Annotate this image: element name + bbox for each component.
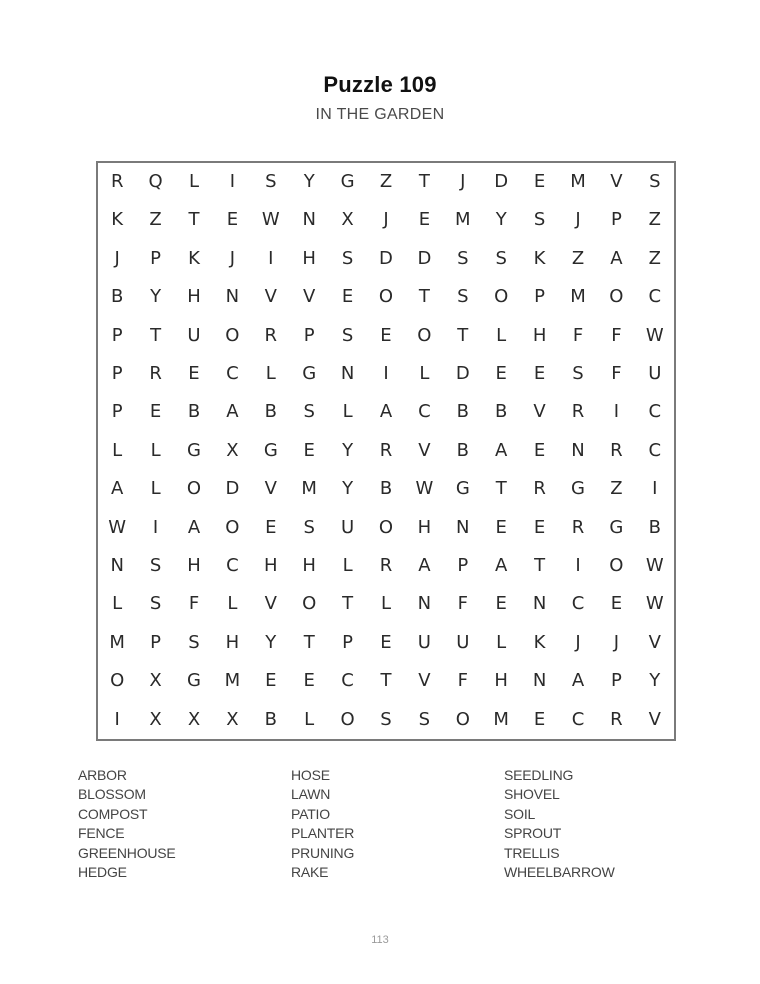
grid-cell[interactable]: B [456, 439, 469, 461]
grid-cell[interactable]: Z [571, 247, 585, 269]
grid-cell[interactable]: C [648, 286, 662, 308]
grid-cell[interactable]: L [496, 324, 507, 346]
grid-cell[interactable]: G [609, 516, 624, 538]
grid-cell[interactable]: Z [648, 209, 661, 231]
puzzle-subtitle: IN THE GARDEN [315, 106, 445, 123]
grid-cell[interactable]: S [188, 631, 200, 653]
grid-cell[interactable]: S [149, 555, 162, 576]
grid-cell[interactable]: D [455, 363, 470, 384]
grid-cell[interactable]: V [264, 478, 277, 500]
grid-cell[interactable]: P [610, 209, 622, 231]
grid-cell[interactable]: E [418, 209, 431, 231]
grid-cell[interactable]: L [496, 631, 507, 653]
grid-cell[interactable]: X [341, 209, 354, 231]
grid-cell[interactable]: R [110, 171, 124, 192]
grid-cell[interactable]: Y [265, 631, 277, 653]
grid-cell[interactable]: N [532, 593, 547, 615]
grid-cell[interactable]: M [570, 286, 586, 308]
grid-cell[interactable]: T [380, 670, 392, 692]
grid-cell[interactable]: B [648, 516, 661, 538]
grid-cell[interactable]: V [264, 286, 277, 308]
grid-cell[interactable]: U [187, 324, 201, 346]
grid-cell[interactable]: P [342, 631, 354, 653]
grid-cell[interactable]: C [226, 363, 239, 384]
grid-cell[interactable]: X [187, 708, 201, 730]
grid-cell[interactable]: F [611, 363, 622, 384]
grid-cell[interactable]: F [457, 670, 468, 692]
grid-cell[interactable]: A [226, 401, 239, 423]
word-list-item: HOSE [291, 767, 330, 783]
word-list-item: TRELLIS [504, 844, 560, 861]
grid-cell[interactable]: H [225, 631, 240, 653]
grid-cell[interactable]: F [611, 324, 622, 346]
grid-cell[interactable]: E [533, 171, 546, 192]
grid-cell[interactable]: L [112, 439, 123, 461]
grid-cell[interactable]: K [533, 631, 546, 653]
grid-cell[interactable]: G [302, 363, 317, 384]
grid-cell[interactable]: V [533, 401, 546, 423]
word-list-item: SEEDLING [504, 767, 574, 783]
grid-cell[interactable]: Y [303, 171, 315, 192]
grid-cell[interactable]: U [417, 631, 431, 653]
word-list-item: FENCE [78, 825, 125, 842]
grid-cell[interactable]: I [613, 401, 620, 423]
word-column [291, 766, 354, 882]
grid-cell[interactable]: A [379, 401, 393, 423]
word-list-item: WHEELBARROW [504, 864, 615, 881]
grid-cell[interactable]: Q [148, 171, 163, 192]
grid-cell[interactable]: R [533, 478, 546, 500]
grid-cell[interactable]: V [610, 171, 623, 192]
page-number: 113 [371, 934, 389, 946]
grid-cell[interactable]: W [645, 324, 664, 346]
grid-cell[interactable]: C [418, 401, 431, 423]
grid-cell[interactable]: M [493, 708, 509, 730]
grid-cell[interactable]: O [110, 670, 125, 692]
grid-cell[interactable]: F [457, 593, 468, 615]
grid-cell[interactable]: T [495, 478, 507, 500]
grid-cell[interactable]: L [380, 593, 391, 615]
grid-cell[interactable]: T [418, 286, 430, 308]
grid-cell[interactable]: S [341, 324, 354, 346]
grid-cell[interactable]: D [417, 247, 432, 269]
grid-cell[interactable]: E [533, 439, 546, 461]
grid-cell[interactable]: M [455, 209, 471, 231]
grid-cell[interactable]: G [263, 439, 278, 461]
grid-cell[interactable]: S [533, 209, 546, 231]
grid-cell[interactable]: H [187, 286, 201, 308]
grid-cell[interactable]: E [265, 670, 277, 692]
grid-cell[interactable]: L [150, 439, 161, 461]
grid-cell[interactable]: J [114, 247, 120, 269]
grid-cell[interactable]: T [342, 593, 354, 615]
word-list-item: SHOVEL [504, 786, 560, 803]
grid-cell[interactable]: W [261, 209, 280, 231]
grid-cell[interactable]: V [303, 286, 316, 308]
grid-cell[interactable]: E [495, 593, 507, 615]
grid-cell[interactable]: V [648, 708, 661, 730]
grid-cell[interactable]: P [303, 324, 315, 346]
grid-cell[interactable]: S [380, 708, 392, 730]
grid-cell[interactable]: E [226, 209, 239, 231]
grid-cell[interactable]: W [645, 555, 664, 576]
letter-grid [96, 161, 676, 741]
word-column [78, 766, 176, 882]
grid-cell[interactable]: S [265, 171, 277, 192]
grid-cell[interactable]: G [340, 171, 355, 192]
grid-cell[interactable]: C [226, 555, 239, 576]
grid-cell[interactable]: R [610, 439, 623, 461]
grid-cell[interactable]: A [111, 478, 124, 500]
grid-cell[interactable]: B [264, 401, 277, 423]
grid-cell[interactable]: E [533, 363, 546, 384]
grid-cell[interactable]: O [225, 516, 240, 538]
grid-cell[interactable]: D [494, 171, 509, 192]
grid-cell[interactable]: W [108, 516, 127, 538]
grid-cell[interactable]: H [532, 324, 547, 346]
grid-cell[interactable]: I [229, 171, 236, 192]
grid-cell[interactable]: S [341, 247, 354, 269]
grid-cell[interactable]: O [609, 286, 624, 308]
grid-cell[interactable]: E [610, 593, 623, 615]
grid-cell[interactable]: H [417, 516, 432, 538]
grid-cell[interactable]: O [378, 516, 394, 538]
grid-cell[interactable]: P [111, 324, 123, 346]
grid-cell[interactable]: L [227, 593, 238, 615]
grid-cell[interactable]: E [533, 708, 546, 730]
grid-cell[interactable]: P [111, 401, 123, 423]
grid-cell[interactable]: I [575, 555, 581, 576]
grid-cell[interactable]: B [111, 286, 124, 308]
grid-cell[interactable]: G [187, 439, 201, 461]
grid-cell[interactable]: D [225, 478, 240, 500]
grid-cell[interactable]: N [532, 670, 547, 692]
grid-cell[interactable]: O [225, 324, 240, 346]
grid-cell[interactable]: B [379, 478, 393, 500]
grid-cell[interactable]: I [383, 363, 389, 384]
grid-cell[interactable]: F [572, 324, 584, 346]
grid-cell[interactable]: O [340, 708, 355, 730]
grid-cell[interactable]: E [149, 401, 162, 423]
word-list-item: COMPOST [78, 805, 148, 822]
grid-cell[interactable]: U [340, 516, 355, 538]
word-list-item: HEDGE [78, 864, 127, 881]
grid-cell[interactable]: G [571, 478, 585, 500]
grid-cell[interactable]: N [456, 516, 470, 538]
grid-cell[interactable]: Y [150, 286, 162, 308]
grid-cell[interactable]: L [112, 593, 123, 615]
grid-cell[interactable]: P [534, 286, 546, 308]
grid-cell[interactable]: E [265, 516, 277, 538]
grid-cell[interactable]: E [303, 670, 315, 692]
grid-cell[interactable]: J [460, 171, 466, 192]
grid-cell[interactable]: J [229, 247, 236, 269]
grid-cell[interactable]: H [494, 670, 508, 692]
grid-cell[interactable]: Z [610, 478, 623, 500]
grid-cell[interactable]: O [494, 286, 509, 308]
grid-cell[interactable]: T [457, 324, 469, 346]
grid-cell[interactable]: L [304, 708, 315, 730]
grid-cell[interactable]: A [495, 439, 508, 461]
grid-cell[interactable]: H [264, 555, 278, 576]
grid-cell[interactable]: P [457, 555, 469, 576]
grid-cell[interactable]: K [533, 247, 546, 269]
grid-cell[interactable]: N [110, 555, 124, 576]
word-list-item: LAWN [291, 786, 331, 803]
puzzle-title: Puzzle 109 [323, 72, 437, 97]
grid-cell[interactable]: A [495, 555, 508, 576]
grid-cell[interactable]: O [417, 324, 432, 346]
grid-cell[interactable]: S [303, 401, 315, 423]
grid-cell[interactable]: J [383, 209, 389, 231]
grid-cell[interactable]: I [652, 478, 658, 500]
grid-cell[interactable]: R [379, 555, 393, 576]
grid-cell[interactable]: E [341, 286, 354, 308]
grid-cell[interactable]: D [379, 247, 393, 269]
grid-cell[interactable]: E [380, 324, 392, 346]
grid-cell[interactable]: N [340, 363, 355, 384]
grid-cell[interactable]: L [342, 555, 353, 576]
grid-cell[interactable]: E [188, 363, 200, 384]
grid-cell[interactable]: R [571, 516, 585, 538]
grid-cell[interactable]: R [264, 324, 278, 346]
grid-cell[interactable]: O [378, 286, 394, 308]
grid-cell[interactable]: K [188, 247, 200, 269]
word-list-item: BLOSSOM [78, 786, 146, 803]
grid-cell[interactable]: C [341, 670, 354, 692]
word-list-item: PATIO [291, 805, 330, 822]
grid-cell[interactable]: S [303, 516, 315, 538]
word-list-item: SPROUT [504, 825, 562, 842]
grid-cell[interactable]: N [225, 286, 240, 308]
grid-cell[interactable]: S [495, 247, 507, 269]
grid-cell[interactable]: M [224, 670, 241, 692]
grid-cell[interactable]: C [648, 401, 662, 423]
grid-cell[interactable]: Z [379, 171, 393, 192]
grid-cell[interactable]: S [149, 593, 162, 615]
grid-cell[interactable]: W [415, 478, 434, 500]
grid-cell[interactable]: A [610, 247, 623, 269]
grid-cell[interactable]: T [418, 171, 430, 192]
word-list-item: RAKE [291, 864, 329, 881]
grid-cell[interactable]: P [610, 670, 622, 692]
grid-cell[interactable]: I [114, 708, 120, 730]
grid-cell[interactable]: X [226, 439, 239, 461]
grid-cell[interactable]: O [302, 593, 317, 615]
grid-cell[interactable]: Y [649, 670, 661, 692]
grid-cell[interactable]: G [455, 478, 470, 500]
grid-cell[interactable]: B [495, 401, 508, 423]
word-list-item: PRUNING [291, 844, 355, 861]
grid-cell[interactable]: F [188, 593, 200, 615]
grid-cell[interactable]: H [187, 555, 201, 576]
grid-cell[interactable]: J [613, 631, 620, 653]
grid-cell[interactable]: N [302, 209, 316, 231]
grid-cell[interactable]: P [111, 363, 123, 384]
grid-cell[interactable]: X [149, 670, 162, 692]
word-list-item: SOIL [504, 805, 536, 822]
word-list-item: PLANTER [291, 825, 355, 842]
grid-cell[interactable]: T [534, 555, 546, 576]
grid-cell[interactable]: V [648, 631, 661, 653]
grid-cell[interactable]: M [109, 631, 125, 653]
grid-cell[interactable]: E [495, 516, 507, 538]
grid-cell[interactable]: H [302, 247, 316, 269]
grid-cell[interactable]: T [150, 324, 162, 346]
grid-cell[interactable]: R [571, 401, 585, 423]
grid-cell[interactable]: W [645, 593, 664, 615]
grid-cell[interactable]: T [188, 209, 200, 231]
grid-cell[interactable]: A [187, 516, 201, 538]
grid-cell[interactable]: J [575, 631, 581, 653]
word-column [504, 766, 615, 882]
grid-cell[interactable]: L [265, 363, 276, 384]
grid-cell[interactable]: S [457, 286, 469, 308]
grid-cell[interactable]: B [187, 401, 201, 423]
grid-cell[interactable]: Y [495, 209, 507, 231]
grid-cell[interactable]: X [149, 708, 162, 730]
grid-cell[interactable]: K [111, 209, 124, 231]
grid-cell[interactable]: C [648, 439, 662, 461]
word-list-item: GREENHOUSE [78, 844, 176, 861]
grid-cell[interactable]: P [150, 247, 162, 269]
grid-cell[interactable]: V [418, 439, 431, 461]
grid-cell[interactable]: L [419, 363, 430, 384]
grid-cell[interactable]: C [571, 708, 585, 730]
grid-cell[interactable]: V [264, 593, 277, 615]
grid-cell[interactable]: Y [342, 478, 354, 500]
grid-cell[interactable]: T [303, 631, 315, 653]
grid-cell[interactable]: H [302, 555, 316, 576]
grid-cell[interactable]: G [187, 670, 201, 692]
grid-cell[interactable]: X [226, 708, 239, 730]
grid-cell[interactable]: P [150, 631, 162, 653]
grid-cell[interactable]: S [572, 363, 584, 384]
grid-cell[interactable]: E [303, 439, 315, 461]
grid-cell[interactable]: A [571, 670, 585, 692]
grid-cell[interactable]: Y [342, 439, 354, 461]
grid-cell[interactable]: Z [648, 247, 661, 269]
grid-cell[interactable]: R [610, 708, 623, 730]
grid-cell[interactable]: O [455, 708, 470, 730]
grid-cell[interactable]: U [456, 631, 470, 653]
grid-cell[interactable]: V [418, 670, 431, 692]
grid-cell[interactable]: N [417, 593, 432, 615]
grid-cell[interactable]: Z [149, 209, 162, 231]
grid-cell[interactable]: I [152, 516, 159, 538]
grid-cell[interactable]: I [268, 247, 274, 269]
grid-cell[interactable]: O [609, 555, 624, 576]
grid-cell[interactable]: O [186, 478, 202, 500]
grid-cell[interactable]: S [418, 708, 431, 730]
grid-cell[interactable]: S [457, 247, 469, 269]
grid-cell[interactable]: E [380, 631, 392, 653]
grid-cell[interactable]: J [575, 209, 581, 231]
grid-cell[interactable]: L [150, 478, 161, 500]
grid-cell[interactable]: N [571, 439, 585, 461]
grid-cell[interactable]: A [418, 555, 431, 576]
grid-cell[interactable]: L [342, 401, 353, 423]
grid-cell[interactable]: M [301, 478, 317, 500]
grid-cell[interactable]: E [533, 516, 546, 538]
grid-cell[interactable]: R [149, 363, 162, 384]
grid-cell[interactable]: R [379, 439, 393, 461]
grid-cell[interactable]: B [456, 401, 469, 423]
grid-cell[interactable]: S [649, 171, 661, 192]
grid-cell[interactable]: U [648, 363, 662, 384]
grid-cell[interactable]: L [188, 171, 199, 192]
grid-cell[interactable]: E [495, 363, 507, 384]
grid-cell[interactable]: B [264, 708, 277, 730]
word-list-item: ARBOR [78, 767, 127, 783]
grid-cell[interactable]: C [571, 593, 585, 615]
grid-cell[interactable]: M [570, 171, 586, 192]
